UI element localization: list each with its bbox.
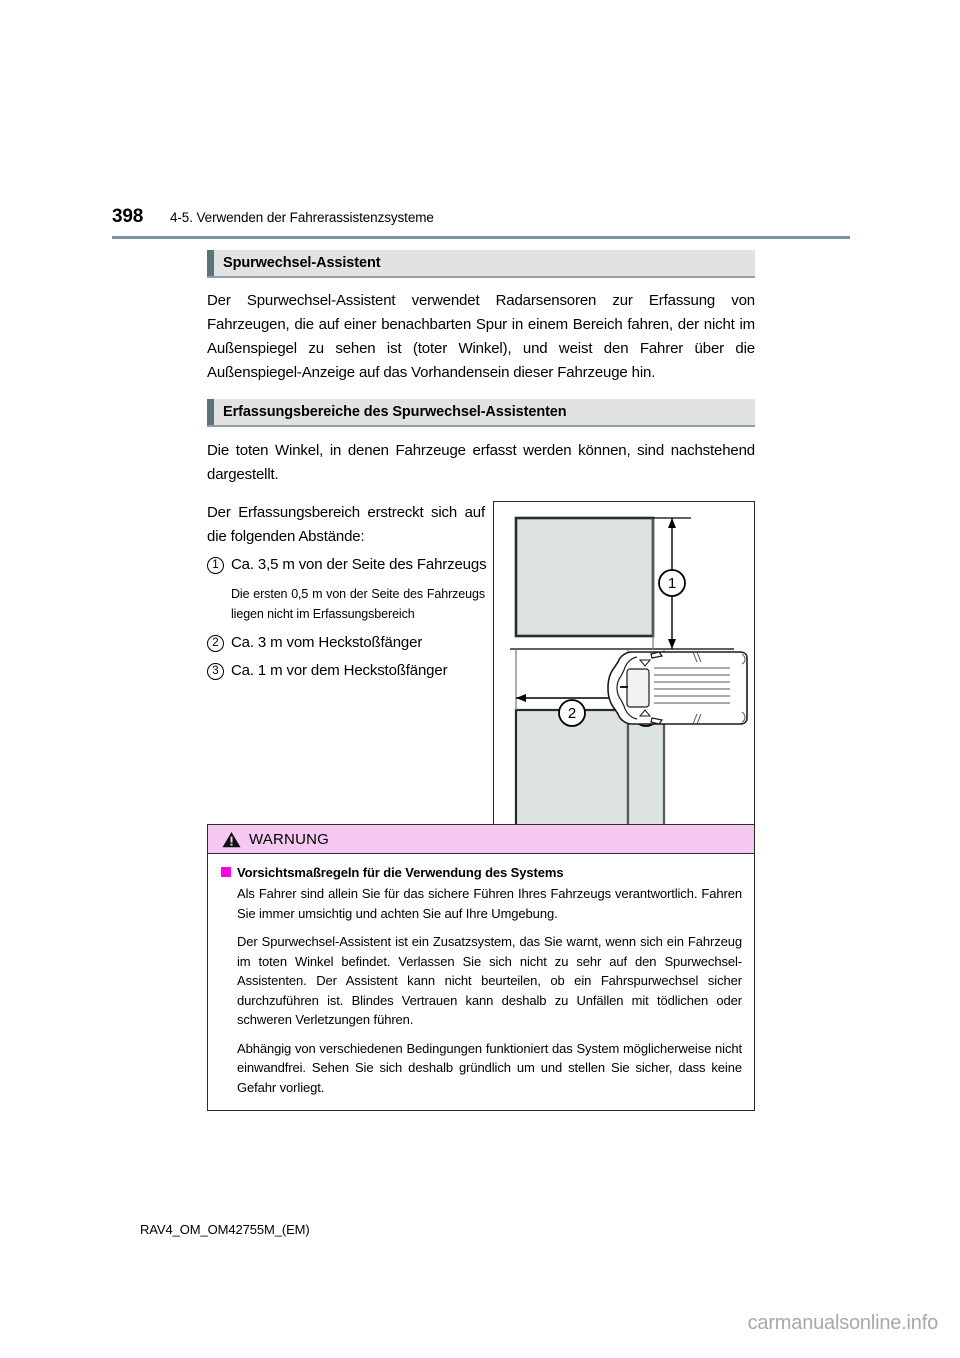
header-divider [112,236,850,239]
detection-item-2 [207,631,487,655]
warning-paragraph-2: Der Spurwechsel-Assistent ist ein Zusatzsystem, das Sie warnt, wenn sich ein Fahrzeug im toten Winkel befindet. Verlassen Sie sich nicht zu sehr auf den Spurwechsel-Assistenten. Der Assistent kann nicht beurteilen, ob ein Fahrspurwechsel sicher durchzuführen ist. Blindes Vertrauen kann deshalb zu Unfällen mit tödlichen oder schweren Verletzungen führen. [237,934,742,1027]
detection-item-text: Ca. 3,5 m von der Seite des Fahrzeugs [231,556,487,573]
detection-area-block [207,501,755,853]
callout-number-1: 1 [207,557,224,574]
warning-paragraph-3: Abhängig von verschiedenen Bedingungen funktioniert das System möglicherweise nicht einwandfrei. Sehen Sie sich deshalb gründlich um und stellen Sie sicher, dass keine Gefahr vorliegt. [237,1040,742,1095]
zone-lower-right-rect [628,710,664,832]
chapter-title: 4-5. Verwenden der Fahrerassistenzsysteme [170,210,434,225]
detection-item-1-note: Die ersten 0,5 m von der Seite des Fahrzeugs liegen nicht im Erfassungsbereich [231,587,485,621]
detection-item-3 [207,659,487,683]
warning-bullet-icon [221,867,231,877]
detection-lead-text: Der Erfassungsbereich erstreckt sich auf die folgenden Abstände: [207,504,485,545]
page-header [112,206,850,240]
section-heading-lane-change-assist [207,250,755,276]
warning-header [208,825,754,854]
callout-label-2: 2 [567,705,577,722]
section-paragraph-detection-areas: Die toten Winkel, in denen Fahrzeuge erfasst werden können, sind nachstehend dargestellt. [207,442,755,483]
site-watermark: carmanualsonline.info [747,1312,938,1334]
dim-arrow-1-bottom [668,639,676,649]
page-number: 398 [112,206,144,227]
warning-triangle-icon [222,831,241,848]
detection-item-1 [207,553,487,577]
warning-subheading [221,863,741,882]
detection-list [207,501,487,683]
warning-body [208,854,754,1110]
section-heading-detection-areas [207,399,755,425]
zone-upper-rect [516,518,653,636]
detection-item-text: Ca. 3 m vom Heckstoßfänger [231,634,423,651]
detection-item-text: Ca. 1 m vor dem Heckstoßfänger [231,662,448,679]
diagram-svg [494,502,754,852]
dim-arrow-1-top [668,518,676,528]
detection-zone-diagram [493,501,755,853]
callout-label-1: 1 [667,575,677,592]
warning-subheading-label: Vorsichtsmaßregeln für die Verwendung des Systems [237,865,564,880]
zone-lower-left-rect [516,710,628,832]
warning-box [207,824,755,1111]
warning-title: WARNUNG [249,830,330,848]
callout-number-3: 3 [207,663,224,680]
vehicle-top-view-icon [608,652,747,724]
section-paragraph-lane-change-assist: Der Spurwechsel-Assistent verwendet Radarsensoren zur Erfassung von Fahrzeugen, die auf einer benachbarten Spur in einem Bereich fahren, der nicht im Außenspiegel zu sehen ist (toter Winkel), und weist den Fahrer über die Außenspiegel-Anzeige auf das Vorhandensein dieser Fahrzeuge hin. [207,292,755,381]
document-code: RAV4_OM_OM42755M_(EM) [140,1222,310,1237]
warning-paragraph-1: Als Fahrer sind allein Sie für das sichere Führen Ihres Fahrzeugs verantwortlich. Fahren Sie immer umsichtig und achten Sie auf Ihre Umgebung. [237,886,742,921]
section-heading-label: Erfassungsbereiche des Spurwechsel-Assistenten [223,404,567,420]
page-content [207,250,755,853]
dim-arrow-2-left [516,694,526,702]
section-heading-label: Spurwechsel-Assistent [223,255,381,271]
callout-number-2: 2 [207,635,224,652]
